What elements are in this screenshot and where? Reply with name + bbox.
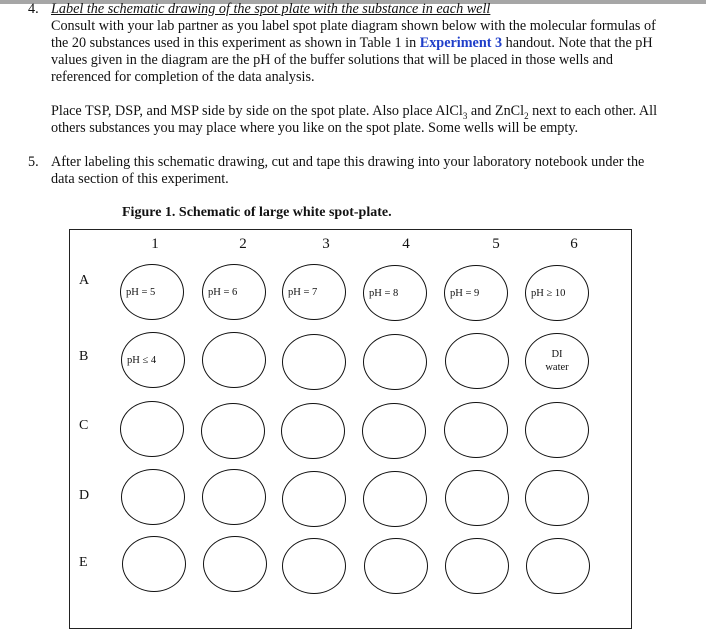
step-number: 5. bbox=[28, 154, 39, 170]
row-label: D bbox=[79, 488, 90, 503]
well-label-line: DI bbox=[551, 349, 563, 360]
well-C5 bbox=[444, 402, 508, 458]
well-label: pH = 6 bbox=[208, 286, 238, 298]
text: Place TSP, DSP, and MSP side by side on the spot plate. Also place AlCl bbox=[51, 103, 463, 119]
text: handout. Note that the pH bbox=[502, 35, 653, 51]
well-E2 bbox=[203, 536, 267, 592]
well-E3 bbox=[282, 538, 346, 594]
well-label bbox=[545, 348, 568, 374]
step-heading: Label the schematic drawing of the spot plate with the substance in each well bbox=[51, 1, 491, 17]
well-B1 bbox=[121, 332, 185, 388]
text: next to each other. All bbox=[528, 103, 658, 119]
well-B3 bbox=[282, 334, 346, 390]
subscript: 3 bbox=[462, 110, 468, 121]
well-E4 bbox=[364, 538, 428, 594]
row-label: E bbox=[79, 555, 88, 570]
well-A5 bbox=[444, 265, 508, 321]
well-B6 bbox=[525, 333, 589, 389]
well-A6 bbox=[525, 265, 589, 321]
well-D1 bbox=[121, 469, 185, 525]
well-D2 bbox=[202, 469, 266, 525]
row-label: A bbox=[79, 273, 90, 288]
experiment-3-link[interactable]: Experiment 3 bbox=[419, 35, 503, 51]
well-B4 bbox=[363, 334, 427, 390]
well-D6 bbox=[525, 470, 589, 526]
subscript: 2 bbox=[524, 110, 529, 121]
column-label: 5 bbox=[492, 236, 500, 252]
row-label: B bbox=[79, 349, 89, 364]
text: and ZnCl bbox=[467, 103, 525, 119]
well-E5 bbox=[445, 538, 509, 594]
column-label: 4 bbox=[402, 236, 410, 252]
well-label: pH = 9 bbox=[450, 287, 480, 299]
paragraph-line: referenced for completion of the data analysis. bbox=[51, 69, 315, 85]
row-label: C bbox=[79, 418, 89, 433]
paragraph-line: others substances you may place where you like on the spot plate. Some wells will be empty. bbox=[51, 120, 579, 136]
paragraph-line: Consult with your lab partner as you label spot plate diagram shown below with the molecular formulas of bbox=[51, 18, 656, 34]
well-D4 bbox=[363, 471, 427, 527]
step-4 bbox=[0, 0, 706, 195]
well-D5 bbox=[445, 470, 509, 526]
well-A1 bbox=[120, 264, 184, 320]
well-C4 bbox=[362, 403, 426, 459]
well-B5 bbox=[445, 333, 509, 389]
well-D3 bbox=[282, 471, 346, 527]
paragraph-line: values given in the diagram are the pH of the buffer solutions that will be placed in those wells and bbox=[51, 52, 613, 68]
well-C6 bbox=[525, 402, 589, 458]
well-B2 bbox=[202, 332, 266, 388]
well-C3 bbox=[281, 403, 345, 459]
well-label: pH = 8 bbox=[369, 287, 399, 299]
well-E1 bbox=[122, 536, 186, 592]
step-number: 4. bbox=[28, 1, 39, 17]
well-C1 bbox=[120, 401, 184, 457]
well-label: pH ≥ 10 bbox=[531, 287, 566, 299]
well-label: pH ≤ 4 bbox=[127, 354, 157, 366]
paragraph-line: After labeling this schematic drawing, cut and tape this drawing into your laboratory notebook under the bbox=[51, 154, 645, 170]
well-label-line: water bbox=[545, 362, 569, 373]
well-E6 bbox=[526, 538, 590, 594]
well-label: pH = 5 bbox=[126, 286, 156, 298]
text: the 20 substances used in this experiment as shown in Table 1 in bbox=[51, 35, 420, 51]
well-A4 bbox=[363, 265, 427, 321]
column-label: 2 bbox=[239, 236, 247, 252]
figure-caption: Figure 1. Schematic of large white spot-plate. bbox=[122, 205, 392, 220]
well-label: pH = 7 bbox=[288, 286, 318, 298]
well-C2 bbox=[201, 403, 265, 459]
paragraph-line: data section of this experiment. bbox=[51, 171, 229, 187]
column-label: 3 bbox=[322, 236, 330, 252]
column-label: 6 bbox=[570, 236, 578, 252]
well-A2 bbox=[202, 264, 266, 320]
column-label: 1 bbox=[151, 236, 159, 252]
well-A3 bbox=[282, 264, 346, 320]
paragraph-line bbox=[51, 35, 701, 52]
